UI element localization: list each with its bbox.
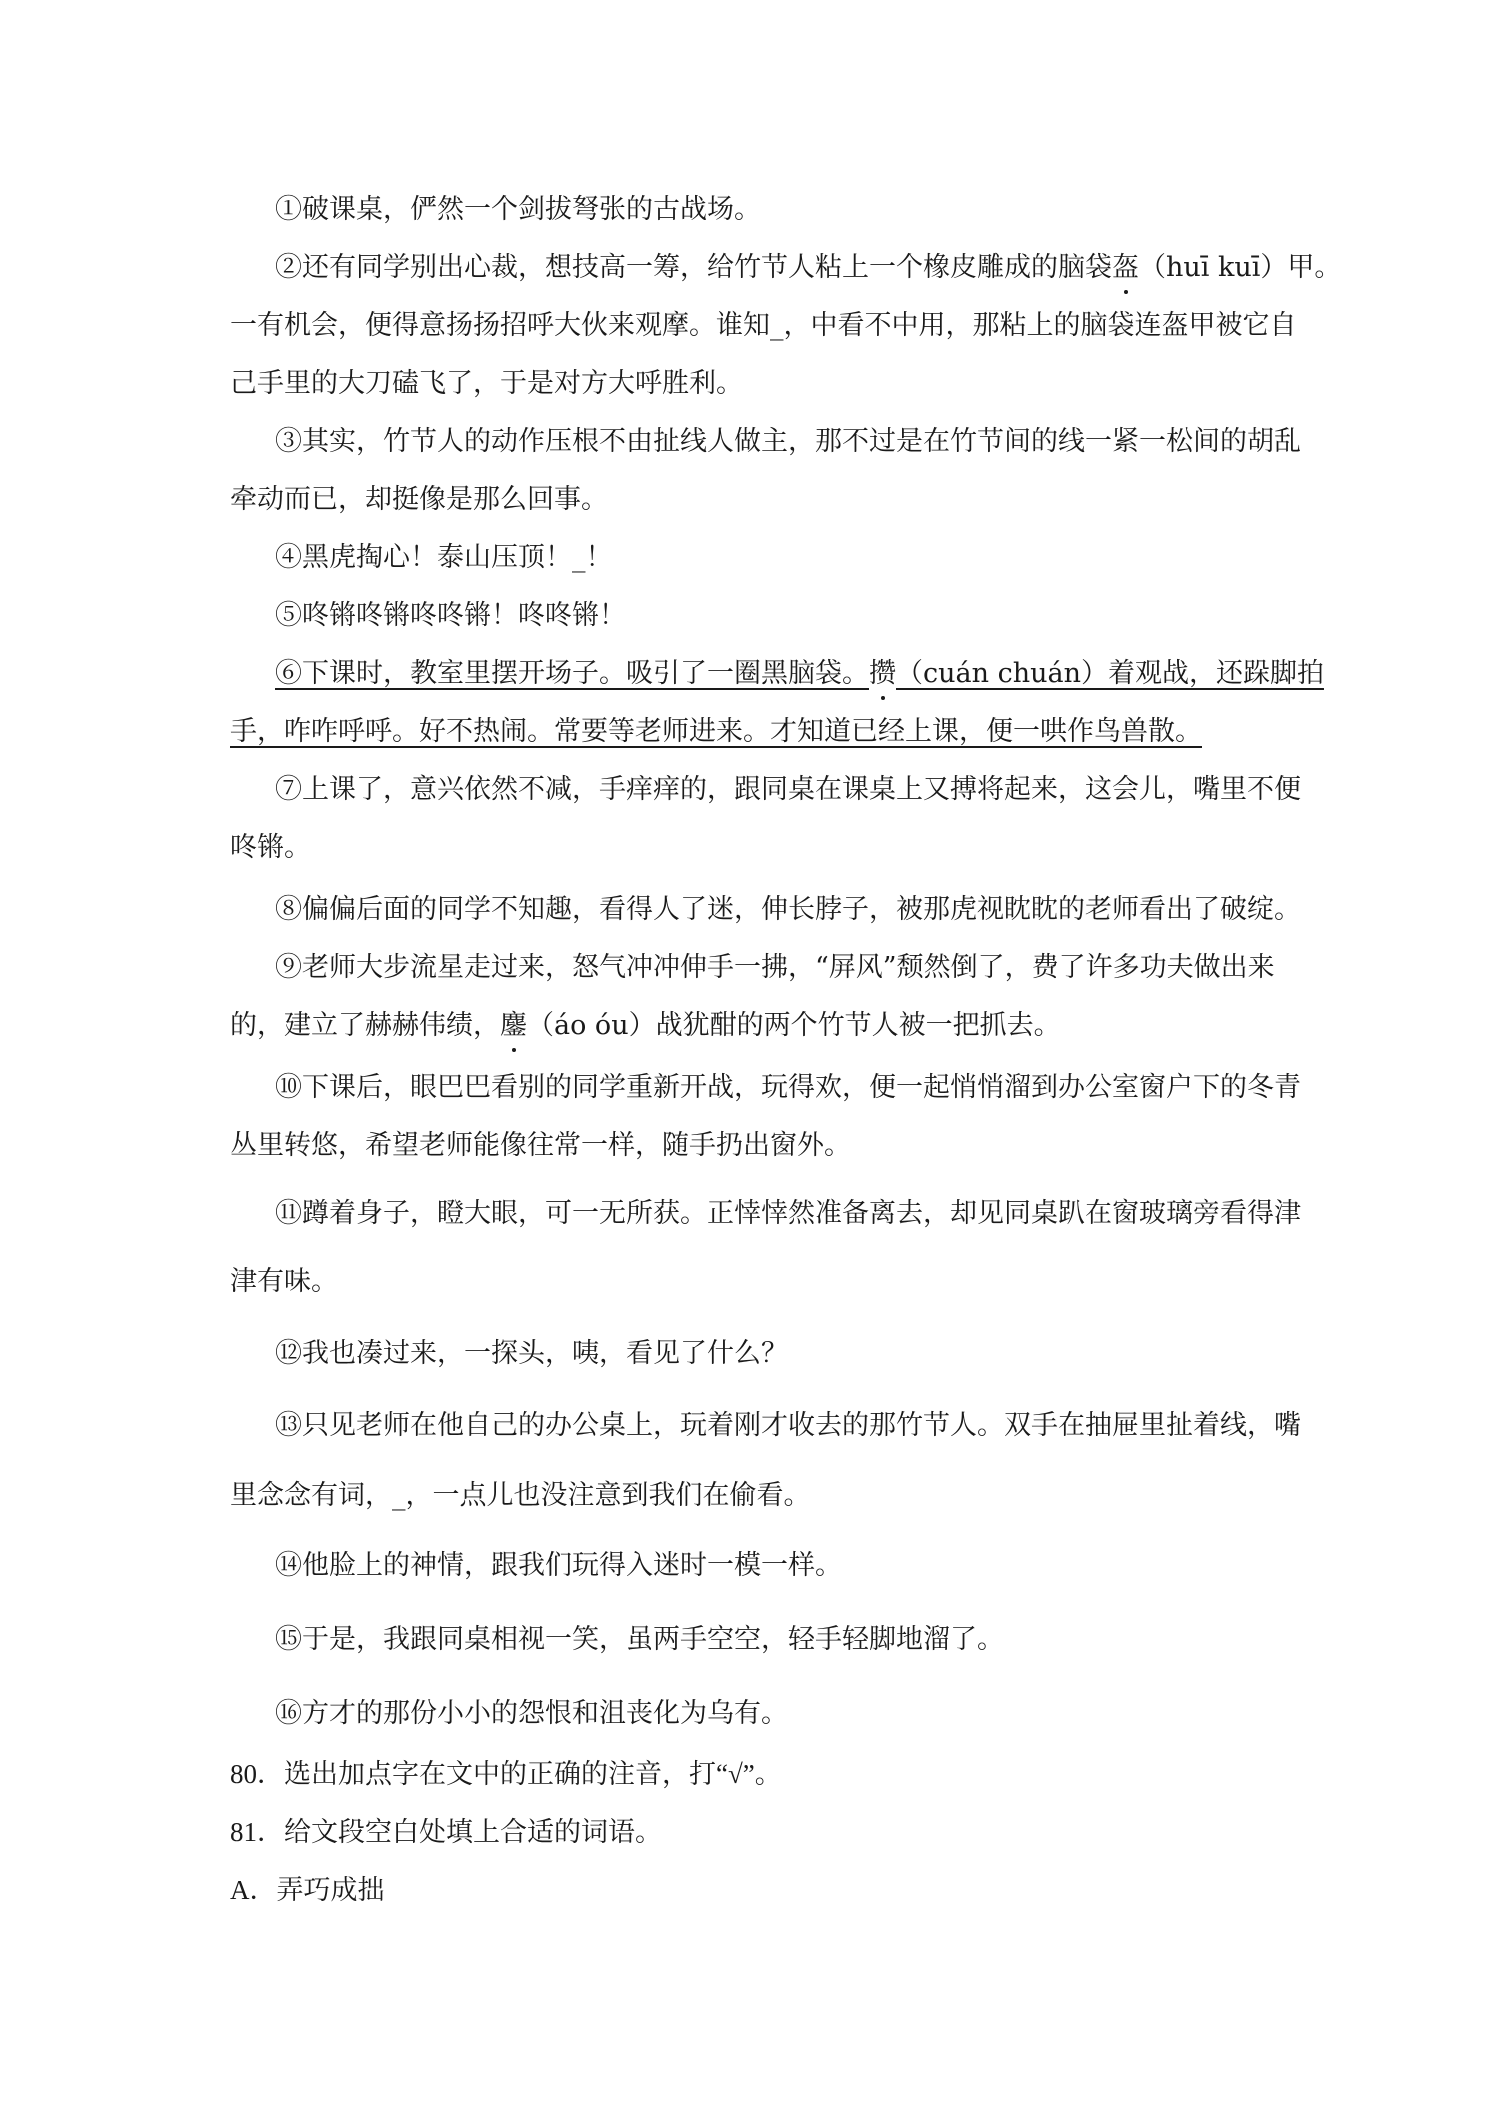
paragraph-11-line-2: 津有味。 (230, 1266, 338, 1297)
paragraph-16: ⑯方才的那份小小的怨恨和沮丧化为乌有。 (275, 1698, 788, 1729)
paragraph-2-line-2: 一有机会，便得意扬扬招呼大伙来观摩。谁知_，中看不中用，那粘上的脑袋连盔甲被它自 (230, 310, 1297, 341)
paragraph-11-line-1: ⑪蹲着身子，瞪大眼，可一无所获。正悻悻然准备离去，却见同桌趴在窗玻璃旁看得津 (275, 1198, 1301, 1229)
paragraph-5: ⑤咚锵咚锵咚咚锵！咚咚锵！ (275, 600, 626, 631)
paragraph-10-line-1: ⑩下课后，眼巴巴看别的同学重新开战，玩得欢，便一起悄悄溜到办公室窗户下的冬青 (275, 1072, 1301, 1103)
question-81: 81．给文段空白处填上合适的词语。 (230, 1817, 662, 1847)
paragraph-10-line-2: 丛里转悠，希望老师能像往常一样，随手扔出窗外。 (230, 1130, 851, 1161)
paragraph-7-line-1: ⑦上课了，意兴依然不减，手痒痒的，跟同桌在课桌上又搏将起来，这会儿，嘴里不便 (275, 774, 1301, 805)
paragraph-1: ①破课桌，俨然一个剑拔弩张的古战场。 (275, 194, 761, 225)
question-80: 80．选出加点字在文中的正确的注音，打“√”。 (230, 1759, 782, 1789)
paragraph-9-line-1: ⑨老师大步流星走过来，怒气冲冲伸手一拂，“屏风”颓然倒了，费了许多功夫做出来 (275, 952, 1275, 983)
paragraph-9-line-2: 的，建立了赫赫伟绩，鏖（áo óu）战犹酣的两个竹节人被一把抓去。 (230, 1008, 1288, 1044)
paragraph-8: ⑧偏偏后面的同学不知趣，看得人了迷，伸长脖子，被那虎视眈眈的老师看出了破绽。 (275, 894, 1301, 925)
paragraph-4: ④黑虎掏心！泰山压顶！_！ (275, 542, 613, 573)
paragraph-3-line-2: 牵动而已，却挺像是那么回事。 (230, 484, 608, 515)
paragraph-2-line-3: 己手里的大刀磕飞了，于是对方大呼胜利。 (230, 368, 743, 399)
paragraph-7-line-2: 咚锵。 (230, 832, 311, 863)
paragraph-6-line-2: 手，咋咋呼呼。好不热闹。常要等老师进来。才知道已经上课，便一哄作鸟兽散。 (230, 716, 1202, 747)
paragraph-3-line-1: ③其实，竹节人的动作压根不由扯线人做主，那不过是在竹节间的线一紧一松间的胡乱 (275, 426, 1301, 457)
paragraph-14: ⑭他脸上的神情，跟我们玩得入迷时一模一样。 (275, 1550, 842, 1581)
paragraph-12: ⑫我也凑过来，一探头，咦，看见了什么？ (275, 1338, 788, 1369)
paragraph-15: ⑮于是，我跟同桌相视一笑，虽两手空空，轻手轻脚地溜了。 (275, 1624, 1004, 1655)
paragraph-6-line-1: ⑥下课时，教室里摆开场子。吸引了一圈黑脑袋。攒（cuán chuán）着观战，还跺脚拍 (275, 656, 1288, 692)
option-a: A．弄巧成拙 (230, 1875, 385, 1905)
paragraph-13-line-1: ⑬只见老师在他自己的办公桌上，玩着刚才收去的那竹节人。双手在抽屉里扯着线，嘴 (275, 1410, 1301, 1441)
dotted-char: 盔 (1112, 250, 1139, 286)
dotted-char: 鏖 (500, 1008, 527, 1044)
paragraph-2-line-1: ②还有同学别出心裁，想技高一筹，给竹节人粘上一个橡皮雕成的脑袋盔（huī kuī）甲。 (275, 250, 1288, 286)
dotted-char: 攒 (869, 656, 896, 692)
paragraph-13-line-2: 里念念有词，_，一点儿也没注意到我们在偷看。 (230, 1480, 811, 1511)
